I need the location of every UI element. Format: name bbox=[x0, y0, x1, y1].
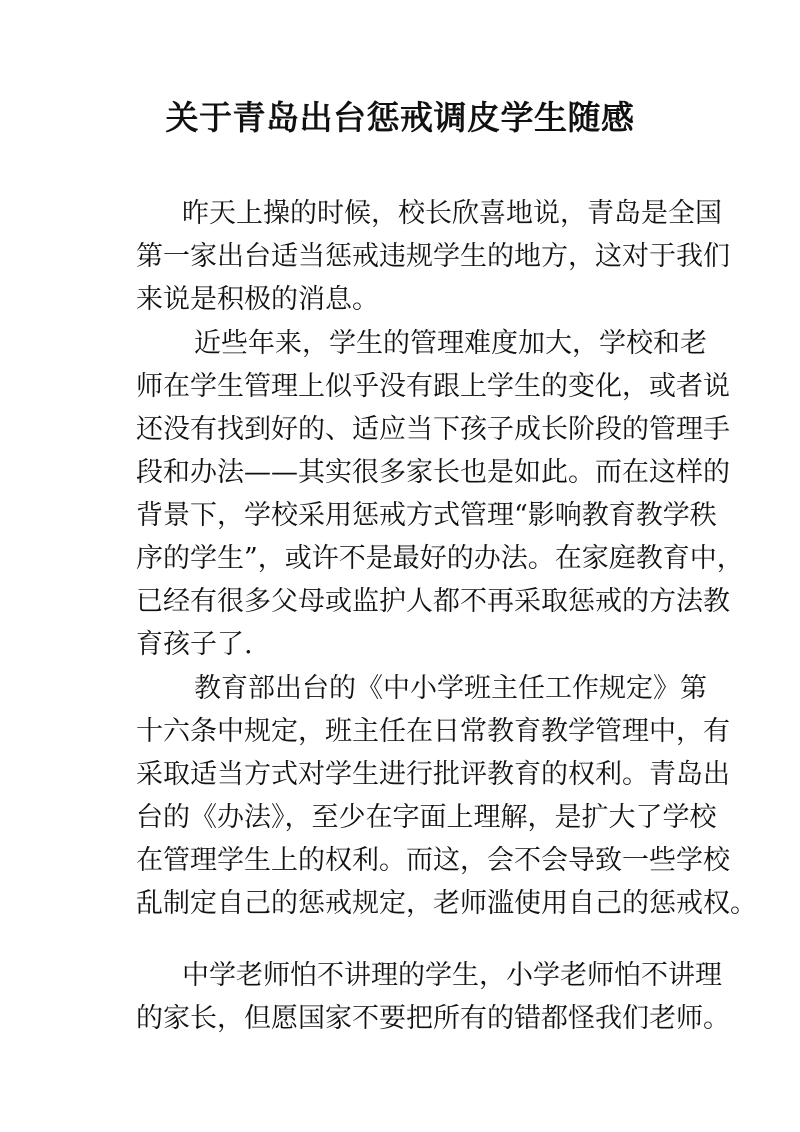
document-title: 关于青岛出台惩戒调皮学生随感 bbox=[165, 98, 635, 137]
paragraph-2-line-2: 师在学生管理上似乎没有跟上学生的变化，或者说 bbox=[136, 371, 730, 402]
paragraph-2-line-3: 还没有找到好的、适应当下孩子成长阶段的管理手 bbox=[136, 414, 730, 445]
paragraph-4-line-1: 中学老师怕不讲理的学生，小学老师怕不讲理 bbox=[182, 960, 722, 991]
paragraph-3-line-1: 教育部出台的《中小学班主任工作规定》第 bbox=[194, 673, 707, 704]
paragraph-1-line-1: 昨天上操的时候，校长欣喜地说，青岛是全国 bbox=[182, 198, 722, 229]
paragraph-1-line-3: 来说是积极的消息。 bbox=[136, 284, 379, 315]
paragraph-2-line-5: 背景下，学校采用惩戒方式管理“影响教育教学秩 bbox=[136, 500, 717, 531]
paragraph-2-line-6: 序的学生”，或许不是最好的办法。在家庭教育中， bbox=[136, 543, 744, 574]
paragraph-2-line-4: 段和办法——其实很多家长也是如此。而在这样的 bbox=[136, 457, 730, 488]
paragraph-4-line-2: 的家长，但愿国家不要把所有的错都怪我们老师。 bbox=[136, 1003, 730, 1034]
paragraph-2-line-7: 已经有很多父母或监护人都不再采取惩戒的方法教 bbox=[136, 586, 730, 617]
paragraph-3-line-2: 十六条中规定，班主任在日常教育教学管理中，有 bbox=[136, 716, 730, 747]
paragraph-2-line-1: 近些年来，学生的管理难度加大，学校和老 bbox=[194, 328, 707, 359]
paragraph-2-line-8: 育孩子了. bbox=[136, 629, 253, 660]
paragraph-3-line-6: 乱制定自己的惩戒规定，老师滥使用自己的惩戒权。 bbox=[136, 888, 757, 919]
paragraph-1-line-2: 第一家出台适当惩戒违规学生的地方，这对于我们 bbox=[136, 241, 730, 272]
paragraph-3-line-3: 采取适当方式对学生进行批评教育的权利。青岛出 bbox=[136, 759, 730, 790]
paragraph-3-line-4: 台的《办法》，至少在字面上理解，是扩大了学校 bbox=[136, 802, 717, 833]
paragraph-3-line-5: 在管理学生上的权利。而这，会不会导致一些学校 bbox=[136, 845, 730, 876]
